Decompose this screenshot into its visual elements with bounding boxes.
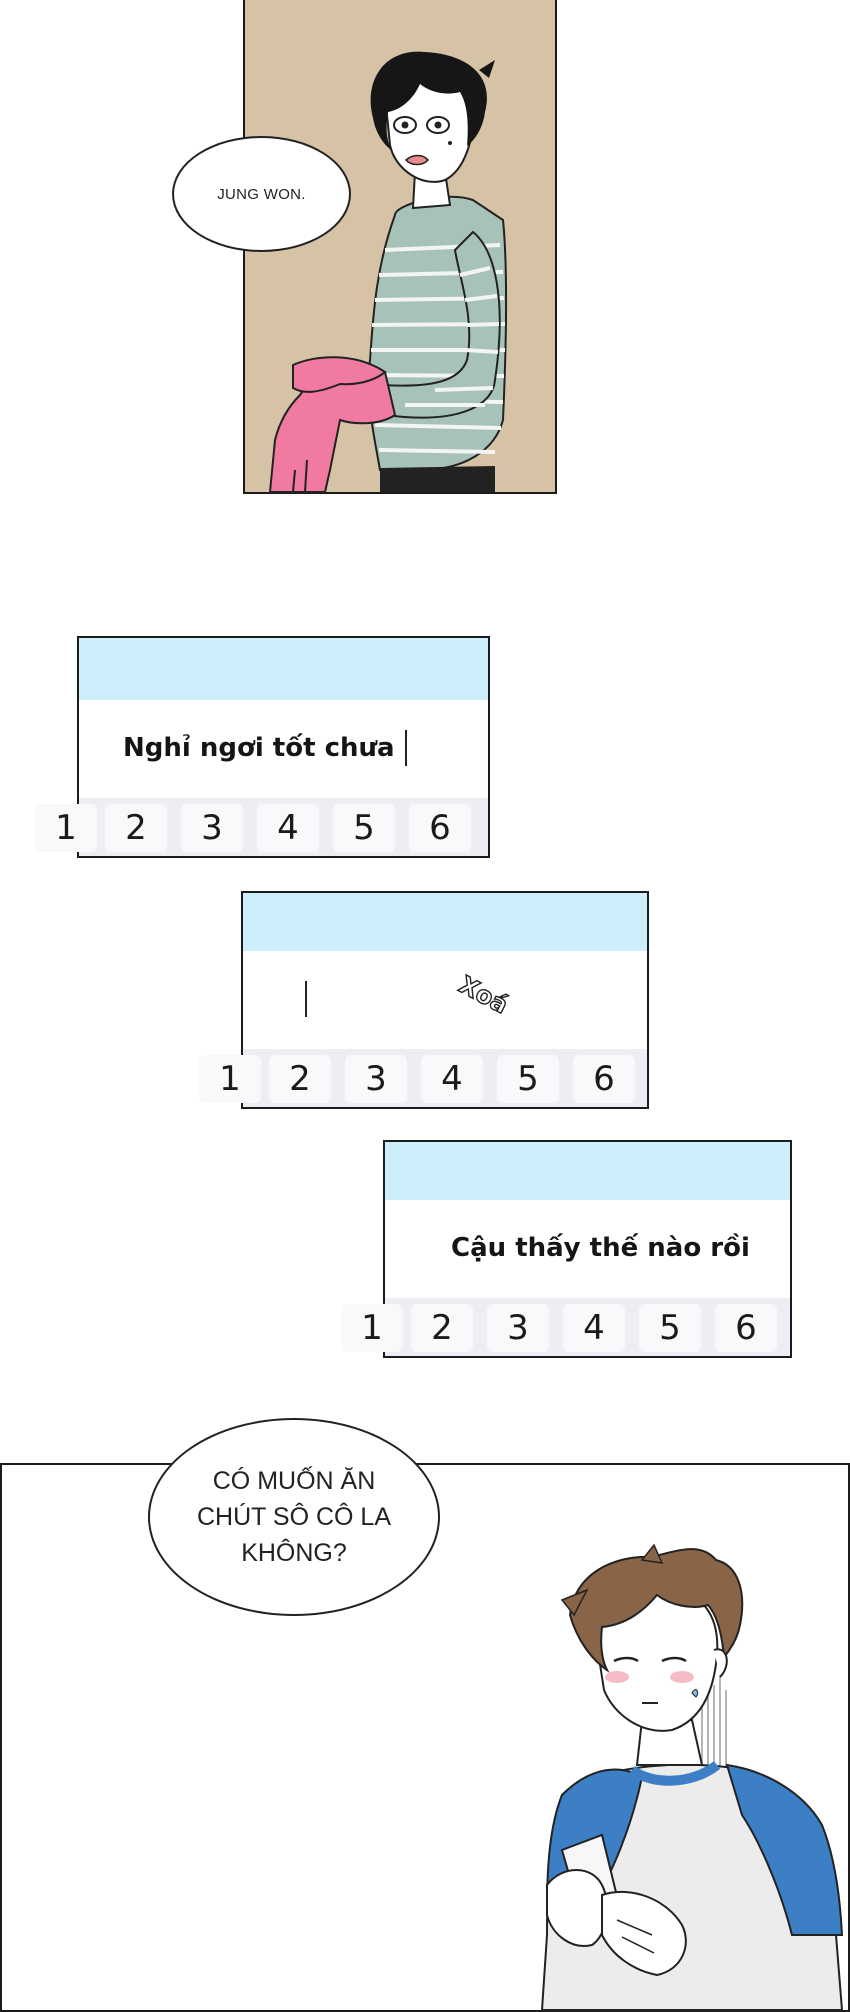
message-text: Nghỉ ngơi tốt chưa — [123, 732, 395, 763]
chat-screen-3 — [361, 1140, 792, 1358]
speech-text: JUNG WON. — [217, 185, 306, 203]
speech-line-3: KHÔNG? — [241, 1539, 347, 1567]
key-3[interactable]: 3 — [345, 1055, 407, 1103]
number-keyboard — [219, 1049, 647, 1107]
message-input[interactable] — [243, 951, 647, 1046]
key-5[interactable]: 5 — [333, 804, 395, 852]
key-6[interactable]: 6 — [409, 804, 471, 852]
message-input[interactable] — [385, 1200, 790, 1295]
key-5[interactable]: 5 — [639, 1304, 701, 1352]
key-6[interactable]: 6 — [573, 1055, 635, 1103]
speech-text — [197, 1463, 391, 1571]
message-input[interactable] — [79, 700, 488, 795]
key-5[interactable]: 5 — [497, 1055, 559, 1103]
chat-header-bar — [243, 893, 647, 951]
speech-bubble-jungwon — [172, 136, 351, 252]
key-4[interactable]: 4 — [257, 804, 319, 852]
key-1[interactable]: 1 — [341, 1304, 403, 1352]
text-cursor — [405, 730, 407, 766]
key-3[interactable]: 3 — [487, 1304, 549, 1352]
sfx-delete: Xoá — [454, 970, 513, 1020]
key-4[interactable]: 4 — [563, 1304, 625, 1352]
chat-screen-1 — [55, 636, 490, 858]
number-keyboard — [361, 1298, 790, 1356]
key-2[interactable]: 2 — [105, 804, 167, 852]
key-2[interactable]: 2 — [269, 1055, 331, 1103]
speech-bubble-chocolate — [148, 1418, 440, 1616]
chat-screen-2 — [219, 891, 649, 1109]
key-1[interactable]: 1 — [199, 1055, 261, 1103]
speech-line-2: CHÚT SÔ CÔ LA — [196, 1503, 392, 1531]
number-keyboard — [55, 798, 488, 856]
key-4[interactable]: 4 — [421, 1055, 483, 1103]
chat-header-bar — [385, 1142, 790, 1200]
key-3[interactable]: 3 — [181, 804, 243, 852]
speech-line-1: CÓ MUỐN ĂN — [212, 1467, 376, 1495]
key-1[interactable]: 1 — [35, 804, 97, 852]
text-cursor — [305, 981, 307, 1017]
key-6[interactable]: 6 — [715, 1304, 777, 1352]
chat-header-bar — [79, 638, 488, 700]
message-text: Cậu thấy thế nào rồi — [451, 1232, 750, 1263]
key-2[interactable]: 2 — [411, 1304, 473, 1352]
